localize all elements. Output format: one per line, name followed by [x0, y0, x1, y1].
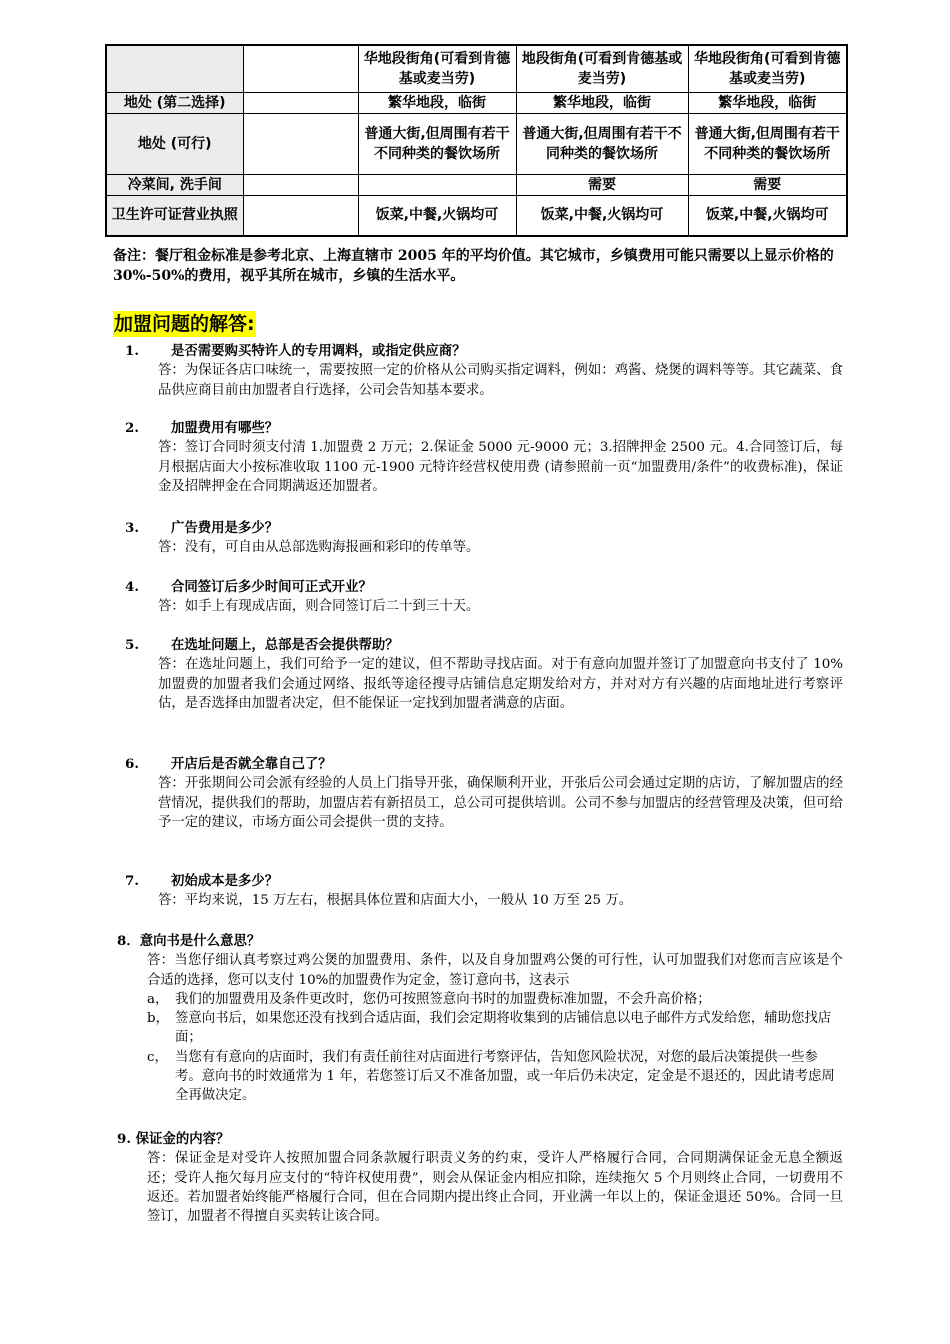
table-cell: 饭菜,中餐,火锅均可: [688, 195, 847, 236]
list-item-label: a，: [147, 991, 169, 1007]
faq-number: 3.: [125, 520, 139, 536]
list-item-text: 我们的加盟费用及条件更改时，您仍可按照签意向书时的加盟费标准加盟，不会升高价格；: [175, 991, 711, 1007]
faq-question: 8．意向书是什么意思？: [117, 933, 261, 949]
table-cell: 华地段街角(可看到肯德基或麦当劳): [688, 45, 847, 92]
table-cell: [243, 113, 358, 174]
table-cell-label: 冷菜间, 洗手间: [106, 174, 243, 195]
faq-number: 2.: [125, 420, 139, 436]
table-cell-label: 卫生许可证营业执照: [106, 195, 243, 236]
table-cell: 饭菜,中餐,火锅均可: [516, 195, 688, 236]
faq-item: [113, 932, 843, 1106]
faq-item: [113, 519, 843, 558]
table-cell-label: 地处 (可行): [106, 113, 243, 174]
faq-answer: 答：如手上有现成店面，则合同签订后二十到三十天。: [158, 599, 480, 615]
table-cell: 繁华地段，临街: [516, 92, 688, 113]
rent-note: 备注：餐厅租金标准是参考北京、上海直辖市 2005 年的平均价值。其它城市，乡镇费用可能只需要以上显示价格的 30%-50%的费用，视乎其所在城市，乡镇的生活水平。: [113, 248, 834, 284]
list-item: [113, 1009, 843, 1048]
list-item-label: b，: [147, 1011, 169, 1027]
table-cell: [243, 174, 358, 195]
faq-item: [113, 872, 843, 911]
faq-item: [113, 636, 843, 713]
faq-answer: 答：当您仔细认真考察过鸡公煲的加盟费用、条件，以及自身加盟鸡公煲的可行性，认可加盟我们对您而言应该是个合适的选择，您可以支付 10%的加盟费作为定金，签订意向书，这表示: [147, 953, 843, 988]
table-row: [106, 195, 847, 236]
section-title: 加盟问题的解答:: [114, 313, 255, 335]
table-cell-label: [106, 45, 243, 92]
table-cell: 需要: [516, 174, 688, 195]
list-item: [113, 1048, 843, 1106]
faq-answer: 答：为保证各店口味统一，需要按照一定的价格从公司购买指定调料，例如：鸡酱、烧煲的调料等等。其它蔬菜、食品供应商目前由加盟者自行选择，公司会告知基本要求。: [158, 363, 843, 398]
faq-number: 1.: [125, 343, 139, 359]
faq-question: 初始成本是多少？: [171, 873, 279, 889]
table-row: [106, 113, 847, 174]
requirements-table: [105, 44, 848, 237]
faq-question: 是否需要购买特许人的专用调料，或指定供应商？: [171, 343, 466, 359]
faq-answer: 答：保证金是对受许人按照加盟合同条款履行职责义务的约束，受许人严格履行合同，合同期满保证金无息全额返还；受许人拖欠每月应支付的“特许权使用费”，则会从保证金内相应扣除，连续拖欠 5 个月则终止合同，一切费用不返还。若加盟者始终能严格履行合同，但在合同期内提出终止合同，开业满一年以上的，保证金退还 50%。合同一旦签订，加盟者不得擅自买卖转让该合同。: [147, 1151, 843, 1225]
table-cell: 普通大街,但周围有若干不同种类的餐饮场所: [358, 113, 516, 174]
faq-number: 7.: [125, 873, 139, 889]
table-cell: 普通大街,但周围有若干不同种类的餐饮场所: [688, 113, 847, 174]
faq-item: [113, 755, 843, 832]
table-cell: 饭菜,中餐,火锅均可: [358, 195, 516, 236]
faq-answer: 答：在选址问题上，我们可给予一定的建议，但不帮助寻找店面。对于有意向加盟并签订了加盟意向书支付了 10%加盟费的加盟者我们会通过网络、报纸等途径搜寻店铺信息定期发给对方，并对对方有兴趣的店面地址进行考察评估，是否选择由加盟者决定，但不能保证一定找到加盟者满意的店面。: [158, 657, 843, 711]
table-row: [106, 174, 847, 195]
table-cell: [243, 45, 358, 92]
faq-item: [113, 419, 843, 496]
table-cell-label: 地处 (第二选择): [106, 92, 243, 113]
table-cell: 华地段街角(可看到肯德基或麦当劳): [358, 45, 516, 92]
faq-question: 9. 保证金的内容？: [117, 1131, 230, 1147]
table-cell: 普通大街,但周围有若干不同种类的餐饮场所: [516, 113, 688, 174]
table-cell: [243, 92, 358, 113]
table-cell: [243, 195, 358, 236]
table-row: [106, 92, 847, 113]
list-item-text: 签意向书后，如果您还没有找到合适店面，我们会定期将收集到的店铺信息以电子邮件方式发给您，辅助您找店面；: [175, 1011, 832, 1046]
faq-question: 合同签订后多少时间可正式开业？: [171, 579, 372, 595]
faq-answer: 答：签订合同时须支付清 1.加盟费 2 万元；2.保证金 5000 元-9000 元；3.招牌押金 2500 元。4.合同签订后，每月根据店面大小按标准收取 1100 元-1900 元特许经营权使用费 (请参照前一页“加盟费用/条件”的收费标准)，保证金及招牌押金在合同期满返还加盟者。: [158, 440, 843, 494]
faq-number: 6.: [125, 756, 139, 772]
faq-question: 开店后是否就全靠自己了？: [171, 756, 332, 772]
list-item-label: c，: [147, 1049, 168, 1065]
faq-question: 加盟费用有哪些？: [171, 420, 279, 436]
faq-answer: 答：平均来说，15 万左右，根据具体位置和店面大小，一般从 10 万至 25 万。: [158, 893, 633, 909]
table-cell: 需要: [688, 174, 847, 195]
faq-item: [113, 342, 843, 400]
faq-item: [113, 1130, 843, 1226]
faq-question: 在选址问题上，总部是否会提供帮助？: [171, 637, 399, 653]
faq-question: 广告费用是多少？: [171, 520, 279, 536]
table-cell: 地段街角(可看到肯德基或麦当劳): [516, 45, 688, 92]
faq-answer: 答：没有，可自由从总部选购海报画和彩印的传单等。: [158, 540, 480, 556]
faq-number: 5.: [125, 637, 139, 653]
list-item-text: 当您有有意向的店面时，我们有责任前往对店面进行考察评估，告知您风险状况，对您的最后决策提供一些参考。意向书的时效通常为 1 年，若您签订后又不准备加盟，或一年后仍未决定，定金是不退还的，因此请考虑周全再做决定。: [175, 1049, 835, 1104]
faq-item: [113, 578, 843, 617]
table-row: [106, 45, 847, 92]
table-cell: 繁华地段，临街: [358, 92, 516, 113]
table-cell: 繁华地段，临街: [688, 92, 847, 113]
list-item: [113, 990, 843, 1009]
faq-number: 4.: [125, 579, 139, 595]
faq-answer: 答：开张期间公司会派有经验的人员上门指导开张，确保顺利开业，开张后公司会通过定期的店访，了解加盟店的经营情况，提供我们的帮助，加盟店若有新招员工，总公司可提供培训。公司不参与加盟店的经营管理及决策，但可给予一定的建议，市场方面公司会提供一贯的支持。: [158, 776, 843, 830]
table-cell: [358, 174, 516, 195]
